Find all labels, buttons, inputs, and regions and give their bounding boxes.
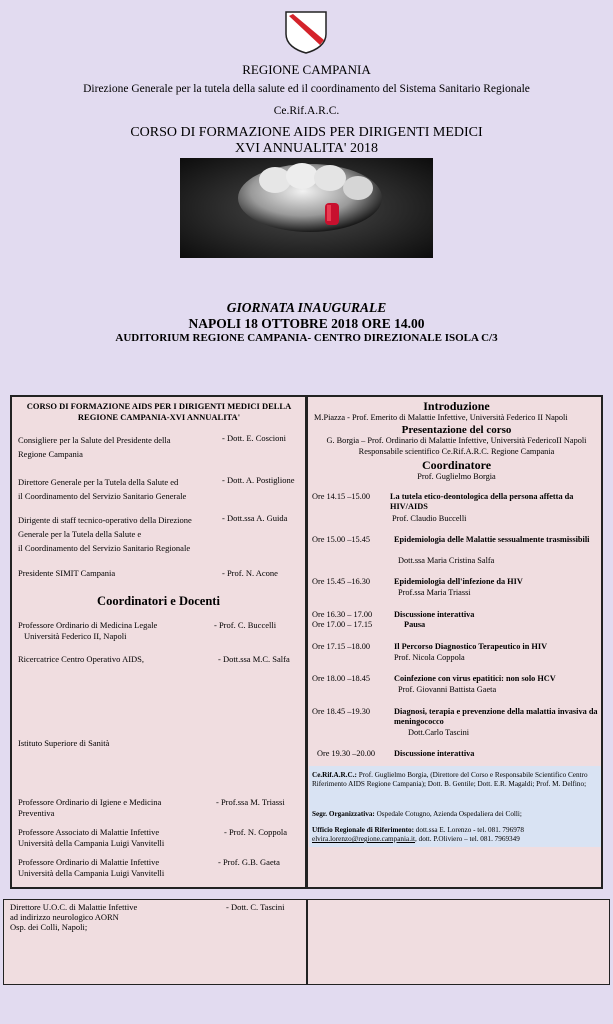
bottom-right-panel bbox=[307, 899, 610, 985]
directorate-title: Direzione Generale per la tutela della salute ed il coordinamento del Sistema Sanitario Regionale bbox=[83, 83, 530, 95]
info-text: dott.ssa E. Lorenzo - tel. 081. 796978 bbox=[414, 826, 524, 834]
role-line: Università Federico II, Napoli bbox=[24, 631, 127, 641]
secretariat-info bbox=[312, 810, 600, 819]
role-line: ad indirizzo neurologico AORN bbox=[10, 912, 119, 922]
faculty-role bbox=[18, 513, 192, 555]
info-label: Ufficio Regionale di Riferimento: bbox=[312, 826, 414, 834]
faculty-panel bbox=[10, 395, 307, 889]
session-time: Ore 19.30 –20.00 bbox=[317, 749, 376, 758]
event-title: GIORNATA INAUGURALE bbox=[226, 300, 387, 315]
faculty-name: - Prof.ssa M. Triassi bbox=[216, 797, 285, 807]
faculty-role bbox=[18, 475, 186, 503]
faculty-name: - Dott. C. Tascini bbox=[226, 902, 285, 912]
session-speaker: Prof. Claudio Buccelli bbox=[392, 514, 467, 523]
faculty-role bbox=[18, 857, 164, 879]
session-title: Coinfezione con virus epatitici: non solo HCV bbox=[394, 674, 556, 683]
regional-office-contacts bbox=[312, 835, 600, 844]
info-label: Segr. Organizzativa: bbox=[312, 810, 375, 818]
role-line: Direttore U.O.C. di Malattie Infettive bbox=[10, 902, 138, 912]
cerif-info bbox=[312, 771, 600, 789]
faculty-name: - Prof. N. Acone bbox=[222, 568, 278, 578]
info-text: , dott. P.Oliviero – tel. 081. 7969349 bbox=[415, 835, 520, 843]
role-line: Direttore Generale per la Tutela della Salute ed bbox=[18, 477, 179, 487]
presentation-heading: Presentazione del corso bbox=[401, 424, 512, 436]
intro-text: M.Piazza - Prof. Emerito di Malattie Infettive, Università Federico II Napoli bbox=[314, 413, 568, 422]
session-title: Epidemiologia delle Malattie sessualmente trasmissibili bbox=[394, 535, 590, 544]
faculty-heading bbox=[17, 401, 301, 423]
role-line: Università della Campania Luigi Vanvitelli bbox=[18, 838, 165, 848]
coordinator-name: Prof. Guglielmo Borgia bbox=[417, 472, 496, 481]
role-line: il Coordinamento del Servizio Sanitario Generale bbox=[18, 491, 187, 501]
course-title-line1: CORSO DI FORMAZIONE AIDS PER DIRIGENTI MEDICI bbox=[130, 125, 483, 140]
session-title: Diagnosi, terapia e prevenzione della malattia invasiva da meningococco bbox=[394, 707, 598, 726]
event-venue: AUDITORIUM REGIONE CAMPANIA- CENTRO DIREZIONALE ISOLA C/3 bbox=[115, 332, 498, 344]
course-title bbox=[0, 125, 613, 157]
role-line: Professore Associato di Malattie Infettive bbox=[18, 827, 160, 837]
session-time: Ore 17.00 – 17.15 bbox=[312, 620, 373, 629]
faculty-role bbox=[18, 433, 170, 461]
role-line: il Coordinamento del Servizio Sanitario Regionale bbox=[18, 543, 191, 553]
session-title: Il Percorso Diagnostico Terapeutico in HIV bbox=[394, 642, 548, 651]
faculty-name: - Dott.ssa A. Guida bbox=[222, 513, 288, 523]
session-title: Epidemiologia dell'infezione da HIV bbox=[394, 577, 523, 586]
faculty-role: Presidente SIMIT Campania bbox=[18, 568, 116, 578]
session-speaker: Dott.Carlo Tascini bbox=[408, 728, 470, 737]
faculty-name: - Prof. N. Coppola bbox=[224, 827, 288, 837]
role-line: Regione Campania bbox=[18, 449, 83, 459]
session-speaker: Prof. Giovanni Battista Gaeta bbox=[398, 685, 497, 694]
banner-image bbox=[180, 158, 433, 258]
session-time: Ore 18.45 –19.30 bbox=[312, 707, 371, 716]
faculty-role: Ricercatrice Centro Operativo AIDS, bbox=[18, 654, 145, 664]
role-line: Consigliere per la Salute del Presidente della bbox=[18, 435, 171, 445]
bottom-left-panel bbox=[3, 899, 307, 985]
presentation-text bbox=[308, 436, 605, 457]
session-time: Ore 14.15 –15.00 bbox=[312, 492, 371, 501]
session-time: Ore 15.00 –15.45 bbox=[312, 535, 371, 544]
session-title: Discussione interattiva bbox=[394, 749, 475, 758]
info-label: Ce.Rif.A.R.C.: bbox=[312, 771, 357, 779]
organization-info bbox=[309, 766, 601, 847]
region-title: REGIONE CAMPANIA bbox=[242, 62, 371, 77]
role-line: Università della Campania Luigi Vanvitelli bbox=[18, 868, 165, 878]
faculty-name: - Dott.ssa M.C. Salfa bbox=[218, 654, 290, 664]
email-link[interactable]: elvira.lorenzo@regione.campania.it bbox=[312, 835, 416, 843]
intro-heading: Introduzione bbox=[423, 399, 490, 413]
faculty-role bbox=[10, 902, 137, 932]
role-line: Dirigente di staff tecnico-operativo della Direzione bbox=[18, 515, 192, 525]
role-line: Professore Ordinario di Malattie Infettive bbox=[18, 857, 160, 867]
info-text: Prof. Guglielmo Borgia, (Direttore del Corso e Responsabile Scientifico Centro Riferimento AIDS Regione Campania); Dott. B. Gentile; Dott. E.R. Magaldi; Prof. M. Delfino; bbox=[312, 771, 588, 788]
session-time: Ore 17.15 –18.00 bbox=[312, 642, 371, 651]
faculty-heading-line2: REGIONE CAMPANIA-XVI ANNUALITA' bbox=[77, 412, 241, 422]
session-speaker: Dott.ssa Maria Cristina Salfa bbox=[398, 556, 495, 565]
session-time: Ore 15.45 –16.30 bbox=[312, 577, 371, 586]
presentation-line: G. Borgia – Prof. Ordinario di Malattie Infettive, Università FedericoII Napoli bbox=[326, 436, 587, 445]
role-line: Preventiva bbox=[18, 808, 55, 818]
faculty-name: - Prof. G.B. Gaeta bbox=[218, 857, 280, 867]
event-date-place: NAPOLI 18 OTTOBRE 2018 ORE 14.00 bbox=[188, 316, 425, 331]
faculty-role bbox=[18, 827, 164, 849]
faculty-institution: Istituto Superiore di Sanità bbox=[18, 738, 110, 748]
info-text: Ospedale Cotugno, Azienda Ospedaliera dei Colli; bbox=[374, 810, 522, 818]
faculty-role bbox=[18, 797, 161, 819]
coordinator-heading: Coordinatore bbox=[421, 458, 492, 472]
faculty-heading-line1: CORSO DI FORMAZIONE AIDS PER I DIRIGENTI MEDICI DELLA bbox=[26, 401, 292, 411]
faculty-name: - Dott. E. Coscioni bbox=[222, 433, 286, 443]
session-time: Ore 16.30 – 17.00 bbox=[312, 610, 373, 619]
coordinators-heading: Coordinatori e Docenti bbox=[97, 594, 220, 608]
session-speaker: Prof.ssa Maria Triassi bbox=[398, 588, 471, 597]
session-title: La tutela etico-deontologica della persona affetta da HIV/AIDS bbox=[390, 492, 574, 511]
session-speaker: Prof. Nicola Coppola bbox=[394, 653, 465, 662]
faculty-name: - Dott. A. Postiglione bbox=[222, 475, 295, 485]
course-title-line2: XVI ANNUALITA' 2018 bbox=[235, 141, 378, 156]
session-title: Discussione interattiva bbox=[394, 610, 475, 619]
faculty-role bbox=[18, 620, 157, 642]
faculty-name: - Prof. C. Buccelli bbox=[214, 620, 277, 630]
regional-office-info bbox=[312, 826, 600, 835]
role-line: Osp. dei Colli, Napoli; bbox=[10, 922, 88, 932]
role-line: Professore Ordinario di Igiene e Medicina bbox=[18, 797, 162, 807]
presentation-line: Responsabile scientifico Ce.Rif.A.R.C. Regione Campania bbox=[358, 446, 555, 456]
role-line: Generale per la Tutela della Salute e bbox=[18, 529, 142, 539]
session-time: Ore 18.00 –18.45 bbox=[312, 674, 371, 683]
cerif-label: Ce.Rif.A.R.C. bbox=[273, 105, 340, 117]
role-line: Professore Ordinario di Medicina Legale bbox=[18, 620, 158, 630]
session-title: Pausa bbox=[404, 620, 426, 629]
regione-campania-logo bbox=[283, 10, 329, 54]
